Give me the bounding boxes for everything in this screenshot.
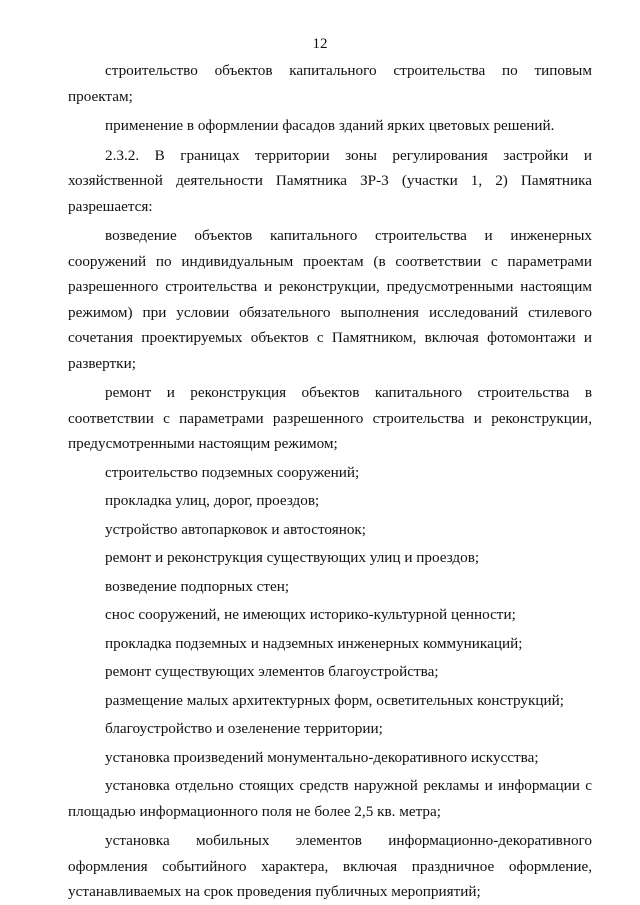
paragraph-mobile-decor: установка мобильных элементов информационно-декоративного оформления событийного характера, включая праздничное оформление, устанавливаемых на срок проведения публичных мероприятий; bbox=[68, 832, 592, 900]
page-number: 12 bbox=[312, 36, 328, 52]
paragraph-outdoor-advertising: установка отдельно стоящих средств наружной рекламы и информации с площадью информационного поля не более 2,5 кв. метра; bbox=[68, 777, 592, 820]
list-item-retaining-walls: возведение подпорных стен; bbox=[105, 577, 290, 595]
list-item-parking: устройство автопарковок и автостоянок; bbox=[105, 520, 367, 538]
list-item-streets: прокладка улиц, дорог, проездов; bbox=[105, 492, 320, 509]
list-item-underground: строительство подземных сооружений; bbox=[105, 463, 360, 481]
paragraph-repair-reconstruction: ремонт и реконструкция объектов капитального строительства в соответствии с параметрами разрешенного строительства и реконструкции, предусмотренными настоящим режимом; bbox=[68, 384, 592, 452]
list-item-small-forms: размещение малых архитектурных форм, осветительных конструкций; bbox=[105, 691, 564, 709]
list-item-greening: благоустройство и озеленение территории; bbox=[105, 720, 383, 737]
list-item-landscaping-repair: ремонт существующих элементов благоустройства; bbox=[105, 663, 439, 680]
document-body bbox=[68, 58, 592, 905]
paragraph-capital-construction: возведение объектов капитального строительства и инженерных сооружений по индивидуальным проектам (в соответствии с параметрами разрешенного строительства и реконструкции, предусмотренными настоящим режимом) при условии обязательного выполнения исследований стилевого сочетания проектируемых объектов с Памятником, включая фотомонтажи и развертки; bbox=[68, 227, 592, 372]
list-item-monumental-art: установка произведений монументально-декоративного искусства; bbox=[105, 748, 539, 766]
list-item-street-repair: ремонт и реконструкция существующих улиц и проездов; bbox=[105, 549, 480, 566]
paragraph-bright-colors: применение в оформлении фасадов зданий ярких цветовых решений. bbox=[105, 117, 555, 134]
list-item-demolition: снос сооружений, не имеющих историко-культурной ценности; bbox=[105, 606, 516, 623]
paragraph-typical-projects: строительство объектов капитального строительства по типовым проектам; bbox=[68, 62, 592, 105]
list-item-utilities: прокладка подземных и надземных инженерных коммуникаций; bbox=[105, 634, 523, 652]
paragraph-section-2-3-2: 2.3.2. В границах территории зоны регулирования застройки и хозяйственной деятельности Памятника ЗР-3 (участки 1, 2) Памятника разрешается: bbox=[68, 146, 592, 215]
